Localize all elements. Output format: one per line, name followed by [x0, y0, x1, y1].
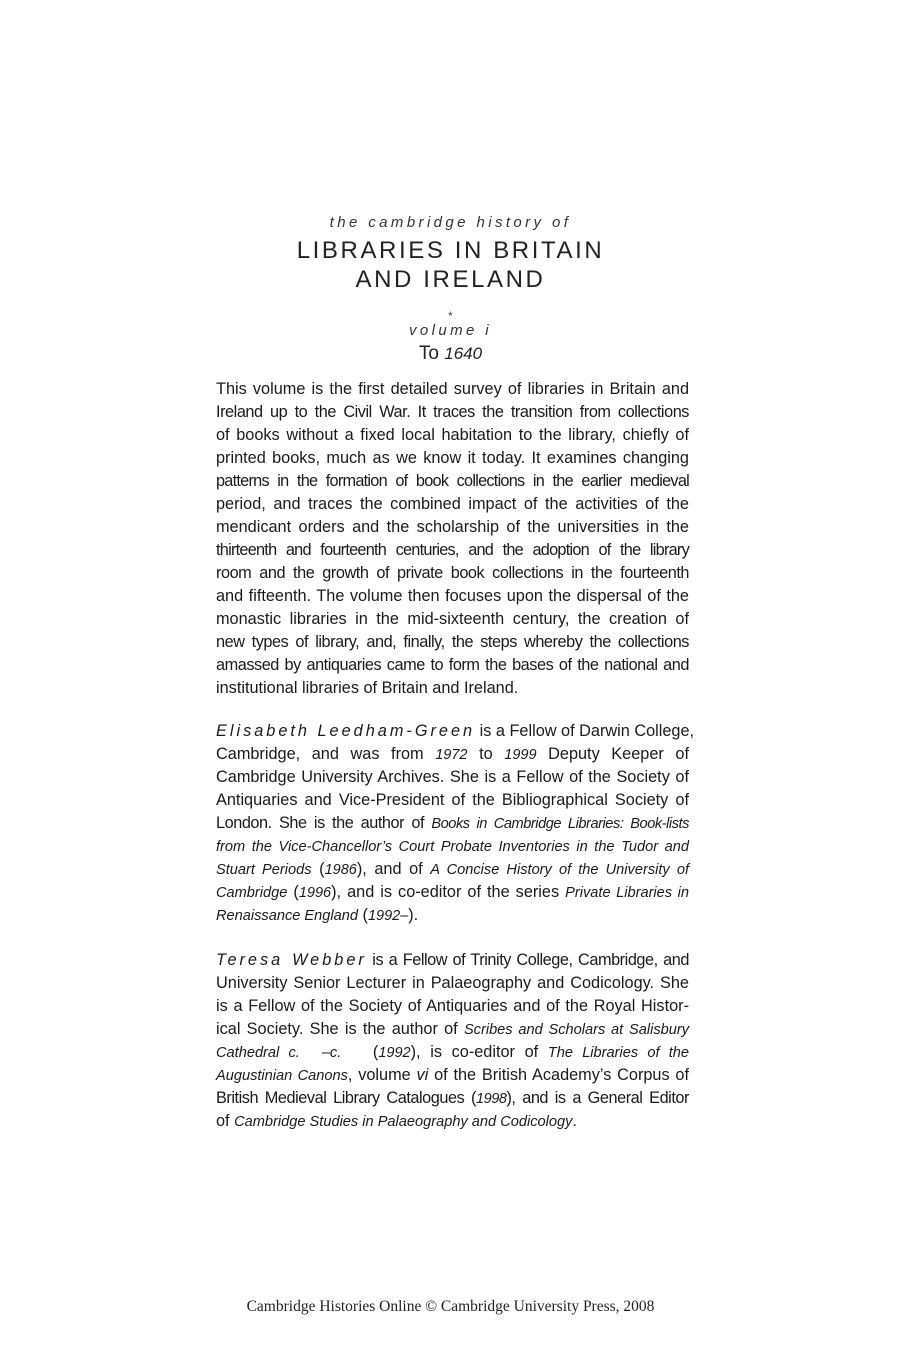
bio-line — [216, 743, 689, 766]
book-title: Scribes and Scholars at Salisbury — [463, 1022, 690, 1038]
book-title: Cathedral c. — [216, 1045, 300, 1061]
bio-line: Cambridge University Archives. She is a Fellow of the Society of — [216, 768, 689, 786]
bio-line: is a Fellow of the Society of Antiquaries and of the Royal Histor- — [216, 997, 689, 1015]
description-line: amassed by antiquaries came to form the bases of the national and — [216, 656, 689, 674]
bio-text: ( — [357, 906, 368, 924]
bio-text: . — [572, 1112, 577, 1130]
bio-text: ), and is co-editor of the series — [331, 883, 566, 901]
book-title: Books in Cambridge Libraries: Book-lists — [431, 816, 690, 832]
bio-text: is a Fellow of Darwin College, — [475, 722, 695, 740]
book-title-line-2: AND IRELAND — [355, 266, 546, 293]
bio-line — [216, 1041, 689, 1064]
book-title: Cambridge Studies in Palaeography and Codicology — [234, 1114, 573, 1130]
bio-year: 1992– — [367, 908, 409, 924]
bio-line — [216, 1110, 689, 1133]
description-line: Ireland up to the Civil War. It traces the transition from collections — [216, 403, 689, 421]
description-line: thirteenth and fourteenth centuries, and the adoption of the library — [216, 541, 689, 559]
bio-text: London. She is the author of — [216, 814, 432, 832]
bio-text: ), is co-editor of — [410, 1043, 548, 1061]
description-line: patterns in the formation of book collections in the earlier medieval — [216, 472, 689, 490]
book-title: from the Vice-Chancellor’s Court Probate Inventories in the Tudor and — [216, 839, 689, 855]
bio-year: 1998 — [475, 1091, 507, 1107]
book-title: Private Libraries in — [565, 885, 689, 901]
book-title: Augustinian Canons — [216, 1068, 348, 1084]
description-line: institutional libraries of Britain and Ireland. — [216, 679, 519, 697]
bio-text: , volume — [347, 1066, 417, 1084]
description-line: room and the growth of private book collections in the fourteenth — [216, 564, 689, 582]
bio-line — [216, 858, 689, 881]
description-line: and fifteenth. The volume then focuses upon the dispersal of the — [216, 587, 689, 605]
bio-year: 1999 — [504, 747, 537, 763]
book-title-line-1: LIBRARIES IN BRITAIN — [296, 237, 605, 264]
bio-line: University Senior Lecturer in Palaeography and Codicology. She — [216, 974, 689, 992]
volume-description — [216, 378, 689, 700]
bio-line — [216, 949, 689, 972]
bio-text: of the British Academy’s Corpus of — [428, 1066, 689, 1084]
series-title: the cambridge history of — [329, 214, 572, 231]
bio-text: to — [467, 745, 505, 763]
bio-text: Deputy Keeper of — [536, 745, 689, 763]
bio-line — [216, 812, 689, 835]
bio-text: is a Fellow of Trinity College, Cambridge, and — [366, 951, 689, 969]
bio-text: British Medieval Library Catalogues ( — [216, 1089, 476, 1107]
bio-year: 1986 — [324, 862, 357, 878]
book-title: Renaissance England — [216, 908, 358, 924]
description-line: new types of library, and, finally, the steps whereby the collections — [216, 633, 689, 651]
bio-text: Cambridge, and was from — [216, 745, 436, 763]
bio-text: ( — [311, 860, 325, 878]
book-title: Cambridge — [216, 885, 288, 901]
bio-line — [216, 720, 695, 743]
subtitle-year: 1640 — [444, 344, 483, 363]
bio-text: of — [216, 1112, 235, 1130]
bio-line — [216, 904, 689, 927]
author-bio-webber — [216, 949, 689, 1133]
description-line: This volume is the first detailed survey of libraries in Britain and — [216, 380, 689, 398]
author-bio-leedham-green — [216, 720, 695, 927]
book-title: A Concise History of the University of — [430, 862, 689, 878]
bio-line — [216, 1087, 689, 1110]
bio-text: ical Society. She is the author of — [216, 1020, 464, 1038]
bio-line — [216, 881, 689, 904]
volume-number: vi — [416, 1066, 429, 1084]
volume-label: volume i — [408, 322, 493, 339]
bio-line — [216, 1064, 689, 1087]
bio-year: 1992 — [378, 1045, 411, 1061]
description-line: of books without a fixed local habitation to the library, chiefly of — [216, 426, 689, 444]
author-name: Teresa Webber — [216, 951, 367, 969]
bio-text: ), and of — [356, 860, 431, 878]
bio-line — [216, 1018, 689, 1041]
bio-line: Antiquaries and Vice-President of the Bibliographical Society of — [216, 791, 689, 809]
description-line: mendicant orders and the scholarship of the universities in the — [216, 518, 689, 536]
author-name: Elisabeth Leedham-Green — [216, 722, 476, 740]
book-title: –c. — [321, 1045, 342, 1061]
copyright-footer: Cambridge Histories Online © Cambridge University Press, 2008 — [246, 1298, 655, 1315]
book-title: Stuart Periods — [216, 862, 312, 878]
bio-line — [216, 835, 689, 858]
bio-text: ), and is a General Editor — [506, 1089, 689, 1107]
subtitle-prefix: To — [418, 343, 439, 364]
bio-year: 1996 — [298, 885, 332, 901]
description-line: printed books, much as we know it today. It examines changing — [216, 449, 689, 467]
description-line: period, and traces the combined impact of the activities of the — [216, 495, 689, 513]
bio-year: 1972 — [435, 747, 468, 763]
ornament-star: * — [448, 309, 453, 323]
book-title: The Libraries of the — [547, 1045, 689, 1061]
bio-text: ). — [408, 906, 419, 924]
volume-subtitle — [0, 343, 901, 365]
bio-text: ( — [287, 883, 299, 901]
bio-text: ( — [363, 1043, 379, 1061]
description-line: monastic libraries in the mid-sixteenth century, the creation of — [216, 610, 689, 628]
